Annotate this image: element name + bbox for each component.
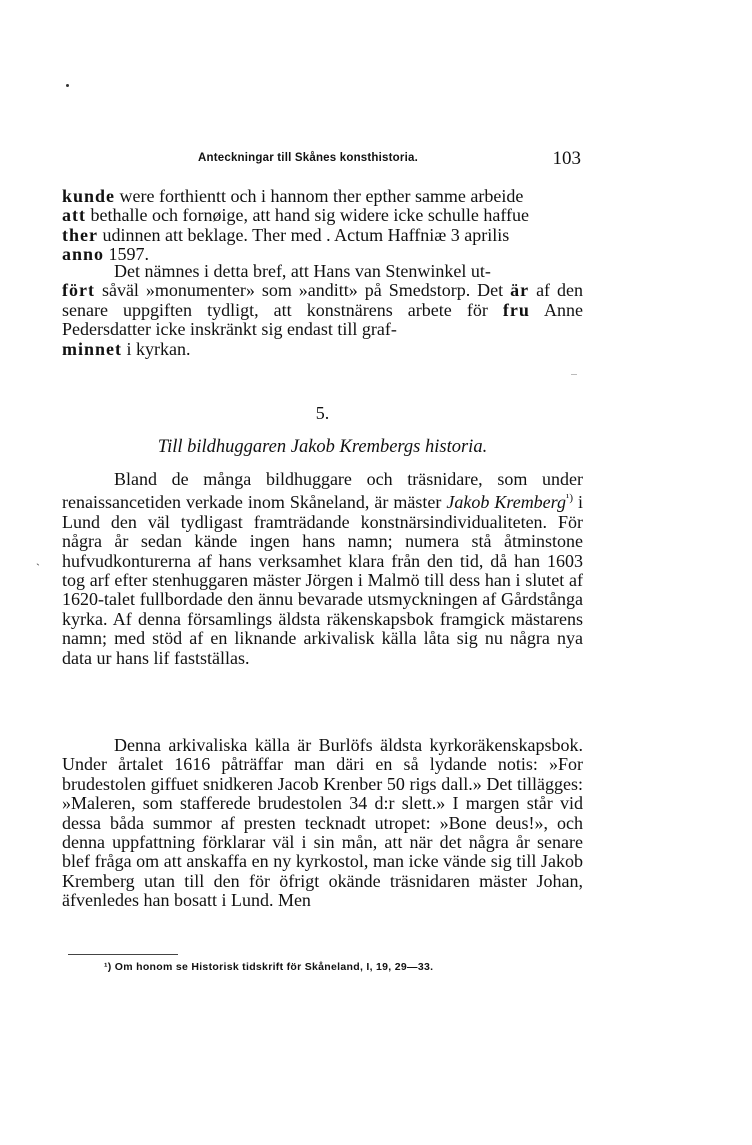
text-run: Det nämnes i detta bref, att Hans van Stenwinkel ut- bbox=[114, 261, 491, 281]
footnote-reference: ¹) bbox=[566, 492, 573, 505]
text-run: af den senare uppgiften tydligt, att konstnärens arbete för bbox=[62, 280, 584, 320]
page-number: 103 bbox=[552, 148, 581, 169]
book-page bbox=[36, 0, 584, 1145]
text-line: were forthientt och i hannom ther epther samme arbeide bbox=[115, 186, 524, 206]
paragraph-text: Denna arkivaliska källa är Burlöfs äldsta kyrkoräkenskapsbok. Under årtalet 1616 påträffar man däri en så lydande notis: »For brudestolen giffuet snidkeren Jacob Krenber 50 rigs dall.» Det tillägges: »Maleren, som stafferede brudestolen 34 d:r slett.» I margen står vid dessa båda summor af presten tecknadt utropet: »Bone deus!», och denna uppfattning förklarar väl i sin mån, att när det några år senare blef fråga om att anskaffa en ny kyrkostol, man icke vände sig till Jakob Kremberg utan till den för öfrigt okände träsnidaren mäster Johan, äfvenledes han bosatt i Lund. Men bbox=[62, 735, 583, 911]
text-line: bethalle och fornøige, att hand sig widere icke schulle haffue bbox=[86, 205, 530, 226]
running-title: Anteckningar till Skånes konsthistoria. bbox=[198, 152, 418, 164]
text-line: 1597. bbox=[104, 244, 150, 265]
italic-name: Jakob Kremberg bbox=[446, 492, 567, 513]
margin-mark: ˎ bbox=[36, 552, 40, 566]
running-head bbox=[62, 148, 583, 172]
lead-word: anno bbox=[62, 244, 105, 265]
text-run: i Lund den väl tydligast framträdande konstnärsindividualiteten. För några år sedan kände ingen hans namn; numera stå åtminstone hufvudkonturerna af hans verksamhet klara från den tid, då han 1603 tog arf efter stenhuggaren mäster Jörgen i Malmö till dess han i slutet af 1620-talet fullbordade den ännu bevarade utsmyckningen af Gårdstånga kyrka. Af denna församlings äldsta räkenskapsbok framgick mästarens namn; med stöd af en liknande arkivalisk källa låta sig nu några nya data ur hans lif fastställas. bbox=[62, 492, 583, 668]
spaced-word: minnet bbox=[62, 338, 122, 359]
faint-mark bbox=[571, 374, 577, 375]
print-speck bbox=[66, 84, 69, 87]
spaced-word: fru bbox=[502, 299, 530, 320]
spaced-word: fört bbox=[62, 280, 95, 301]
paragraph-burlof bbox=[62, 736, 583, 911]
lead-word: kunde bbox=[62, 186, 116, 206]
section-title: Till bildhuggaren Jakob Krembergs historia. bbox=[157, 437, 488, 457]
text-run: i kyrkan. bbox=[122, 338, 191, 359]
footnote: ¹) Om honom se Historisk tidskrift för Skåneland, I, 19, 29—33. bbox=[104, 961, 434, 973]
lead-word: ther bbox=[62, 224, 98, 245]
footnote-rule bbox=[68, 954, 178, 955]
text-line: udinnen att beklage. Ther med . Actum Haffniæ 3 aprilis bbox=[97, 224, 510, 245]
section-number: 5. bbox=[315, 403, 330, 423]
paragraph-letter-ending bbox=[62, 187, 583, 265]
text-run: Anne Pedersdatter icke inskränkt sig endast till graf- bbox=[62, 299, 583, 340]
paragraph-kremberg bbox=[62, 470, 583, 668]
paragraph-stenwinkel bbox=[62, 262, 583, 359]
lead-word: att bbox=[62, 205, 86, 226]
text-run: såväl »monumenter» som »anditt» på Smedstorp. Det bbox=[94, 280, 511, 301]
text-run: Bland de många bildhuggare och träsnidare, som under renaissancetiden verkade inom Skåneland, är mäster bbox=[62, 469, 583, 513]
spaced-word: är bbox=[510, 280, 530, 301]
